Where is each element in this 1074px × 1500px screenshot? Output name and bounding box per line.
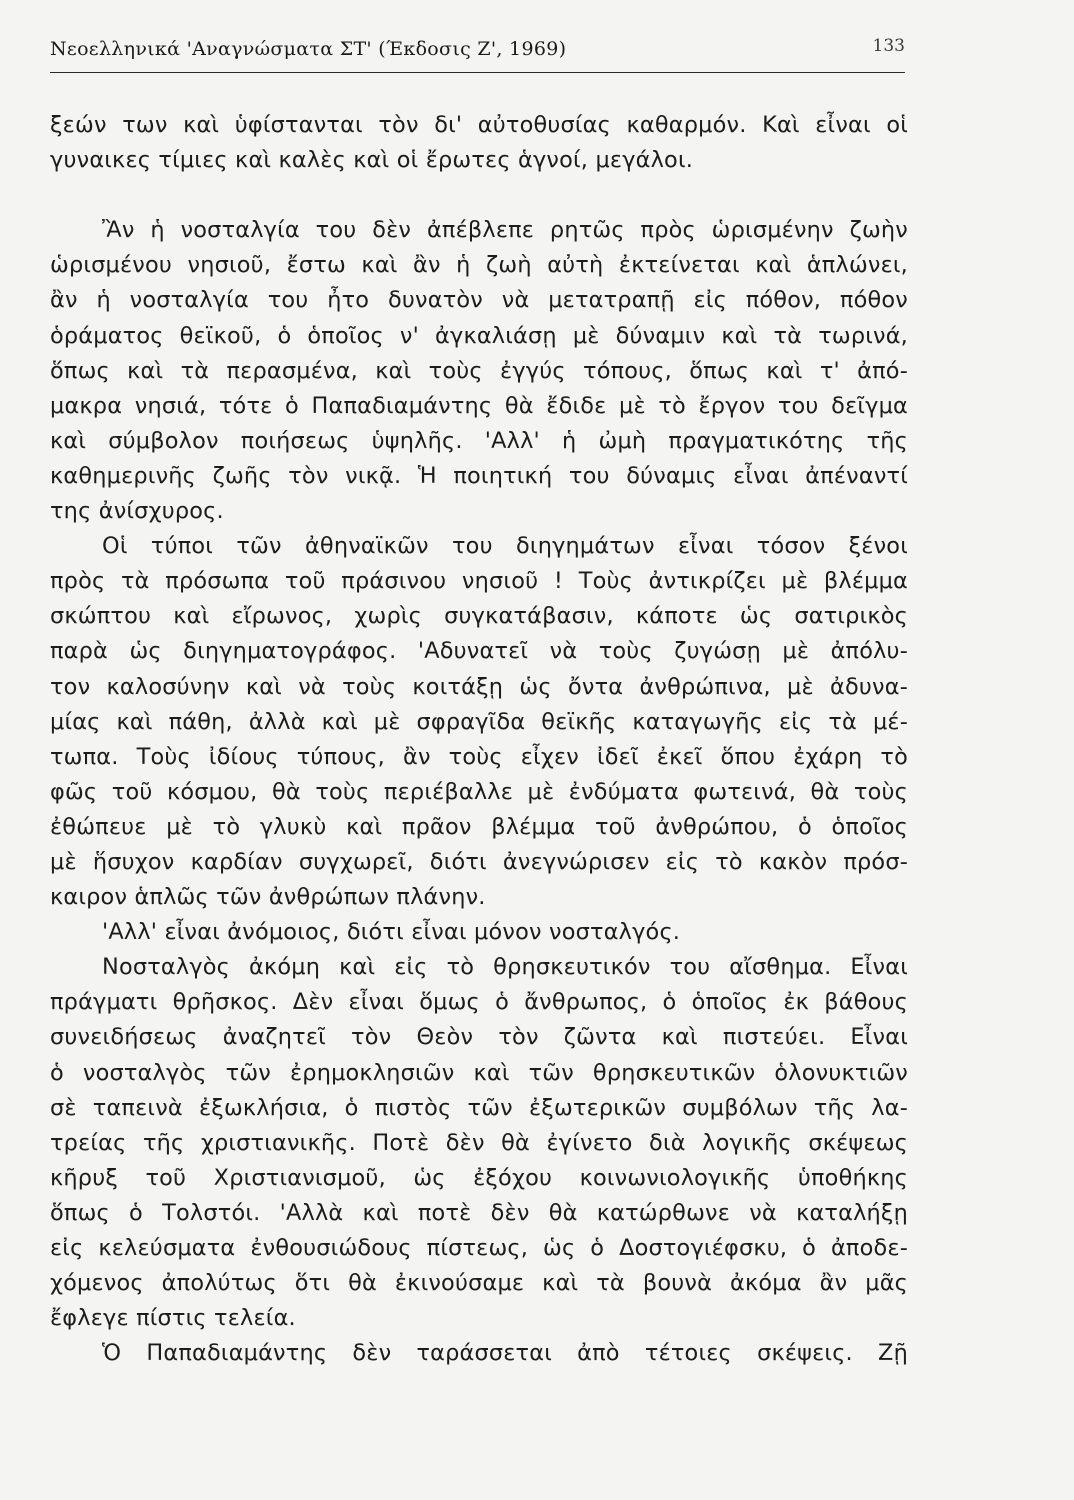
text-line: ὁ νοσταλγὸς τῶν ἐρημοκλησιῶν καὶ τῶν θρησκευτικῶν ὁλονυκτιῶν bbox=[50, 1059, 908, 1086]
text-line: σὲ ταπεινὰ ἐξωκλήσια, ὁ πιστὸς τῶν ἐξωτερικῶν συμβόλων τῆς λα- bbox=[50, 1094, 908, 1121]
text-line: ὡρισμένου νησιοῦ, ἔστω καὶ ἂν ἡ ζωὴ αὐτὴ ἐκτείνεται καὶ ἁπλώνει, bbox=[50, 252, 908, 279]
text-line: Ὁ Παπαδιαμάντης δὲν ταράσσεται ἀπὸ τέτοιες σκέψεις. Ζῇ bbox=[102, 1340, 908, 1367]
text-line: τον καλοσύνην καὶ νὰ τοὺς κοιτάξῃ ὡς ὄντα ἀνθρώπινα, μὲ ἀδυνα- bbox=[50, 673, 908, 700]
book-title: Νεοελληνικά 'Αναγνώσματα ΣΤ' (Έκδοσις Ζ', 1969) bbox=[50, 38, 567, 60]
paragraph-gap bbox=[50, 178, 908, 213]
text-line: συνειδήσεως ἀναζητεῖ τὸν Θεὸν τὸν ζῶντα καὶ πιστεύει. Εἶναι bbox=[50, 1024, 908, 1051]
text-line: τρείας τῆς χριστιανικῆς. Ποτὲ δὲν θὰ ἐγίνετο διὰ λογικῆς σκέψεως bbox=[50, 1129, 908, 1156]
page-number: 133 bbox=[872, 36, 905, 56]
text-line: της ἀνίσχυρος. bbox=[50, 498, 224, 525]
text-line: ἔφλεγε πίστις τελεία. bbox=[50, 1305, 296, 1332]
text-line: ἐθώπευε μὲ τὸ γλυκὺ καὶ πρᾶον βλέμμα τοῦ ἀνθρώπου, ὁ ὁποῖος bbox=[50, 813, 908, 840]
text-line: τωπα. Τοὺς ἰδίους τύπους, ἂν τοὺς εἶχεν ἰδεῖ ἐκεῖ ὅπου ἐχάρη τὸ bbox=[50, 743, 908, 770]
text-line: καθημερινῆς ζωῆς τὸν νικᾷ. Ἡ ποιητική του δύναμις εἶναι ἀπέναντί bbox=[50, 462, 908, 489]
text-line: ἂν ἡ νοσταλγία του ἦτο δυνατὸν νὰ μετατραπῇ εἰς πόθον, πόθον bbox=[50, 287, 908, 314]
text-line: πράγματι θρῆσκος. Δὲν εἶναι ὅμως ὁ ἄνθρωπος, ὁ ὁποῖος ἐκ βάθους bbox=[50, 989, 908, 1016]
text-line: Οἱ τύποι τῶν ἀθηναϊκῶν του διηγημάτων εἶναι τόσον ξένοι bbox=[102, 533, 908, 560]
text-line: μακρα νησιά, τότε ὁ Παπαδιαμάντης θὰ ἔδιδε μὲ τὸ ἔργον του δεῖγμα bbox=[50, 392, 908, 419]
text-line: ὁράματος θεϊκοῦ, ὁ ὁποῖος ν' ἀγκαλιάσῃ μὲ δύναμιν καὶ τὰ τωρινά, bbox=[50, 322, 908, 349]
text-line: φῶς τοῦ κόσμου, θὰ τοὺς περιέβαλλε μὲ ἐνδύματα φωτεινά, θὰ τοὺς bbox=[50, 778, 908, 805]
running-header bbox=[50, 34, 905, 73]
text-line: μὲ ἥσυχον καρδίαν συγχωρεῖ, διότι ἀνεγνώρισεν εἰς τὸ κακὸν πρόσ- bbox=[50, 848, 908, 875]
text-line: εἰς κελεύσματα ἐνθουσιώδους πίστεως, ὡς ὁ Δοστογιέφσκυ, ὁ ἀποδε- bbox=[50, 1235, 908, 1261]
text-line: ὅπως ὁ Τολστόι. 'Αλλὰ καὶ ποτὲ δὲν θὰ κατώρθωνε νὰ καταλήξῃ bbox=[50, 1199, 908, 1226]
text-line: παρὰ ὡς διηγηματογράφος. 'Αδυνατεῖ νὰ τοὺς ζυγώσῃ μὲ ἀπόλυ- bbox=[50, 638, 908, 665]
text-line: πρὸς τὰ πρόσωπα τοῦ πράσινου νησιοῦ ! Τοὺς ἀντικρίζει μὲ βλέμμα bbox=[50, 568, 908, 595]
text-line: γυναικες τίμιες καὶ καλὲς καὶ οἱ ἔρωτες ἁγνοί, μεγάλοι. bbox=[50, 147, 694, 174]
text-line: καὶ σύμβολον ποιήσεως ὑψηλῆς. 'Αλλ' ἡ ὠμὴ πραγματικότης τῆς bbox=[50, 427, 908, 454]
text-line: χόμενος ἀπολύτως ὅτι θὰ ἐκινούσαμε καὶ τὰ βουνὰ ἀκόμα ἂν μᾶς bbox=[50, 1270, 908, 1297]
text-line: Ἂν ἡ νοσταλγία του δὲν ἀπέβλεπε ρητῶς πρὸς ὡρισμένην ζωὴν bbox=[102, 217, 908, 244]
text-line: κῆρυξ τοῦ Χριστιανισμοῦ, ὡς ἐξόχου κοινωνιολογικῆς ὑποθήκης bbox=[50, 1164, 908, 1191]
text-line: Νοσταλγὸς ἀκόμη καὶ εἰς τὸ θρησκευτικόν του αἴσθημα. Εἶναι bbox=[102, 954, 908, 981]
text-line: μίας καὶ πάθη, ἀλλὰ καὶ μὲ σφραγῖδα θεϊκῆς καταγωγῆς εἰς τὰ μέ- bbox=[50, 708, 908, 735]
text-line: σκώπτου καὶ εἴρωνος, χωρὶς συγκατάβασιν, κάποτε ὡς σατιρικὸς bbox=[50, 603, 908, 630]
body-text bbox=[50, 108, 908, 1371]
text-line: καιρον ἁπλῶς τῶν ἀνθρώπων πλάνην. bbox=[50, 884, 486, 911]
text-line: ὅπως καὶ τὰ περασμένα, καὶ τοὺς ἐγγύς τόπους, ὅπως καὶ τ' ἀπό- bbox=[50, 357, 908, 384]
text-line: ξεών των καὶ ὑφίστανται τὸν δι' αὐτοθυσίας καθαρμόν. Καὶ εἶναι οἱ bbox=[50, 112, 908, 138]
text-line: 'Αλλ' εἶναι ἀνόμοιος, διότι εἶναι μόνον νοσταλγός. bbox=[102, 919, 681, 946]
